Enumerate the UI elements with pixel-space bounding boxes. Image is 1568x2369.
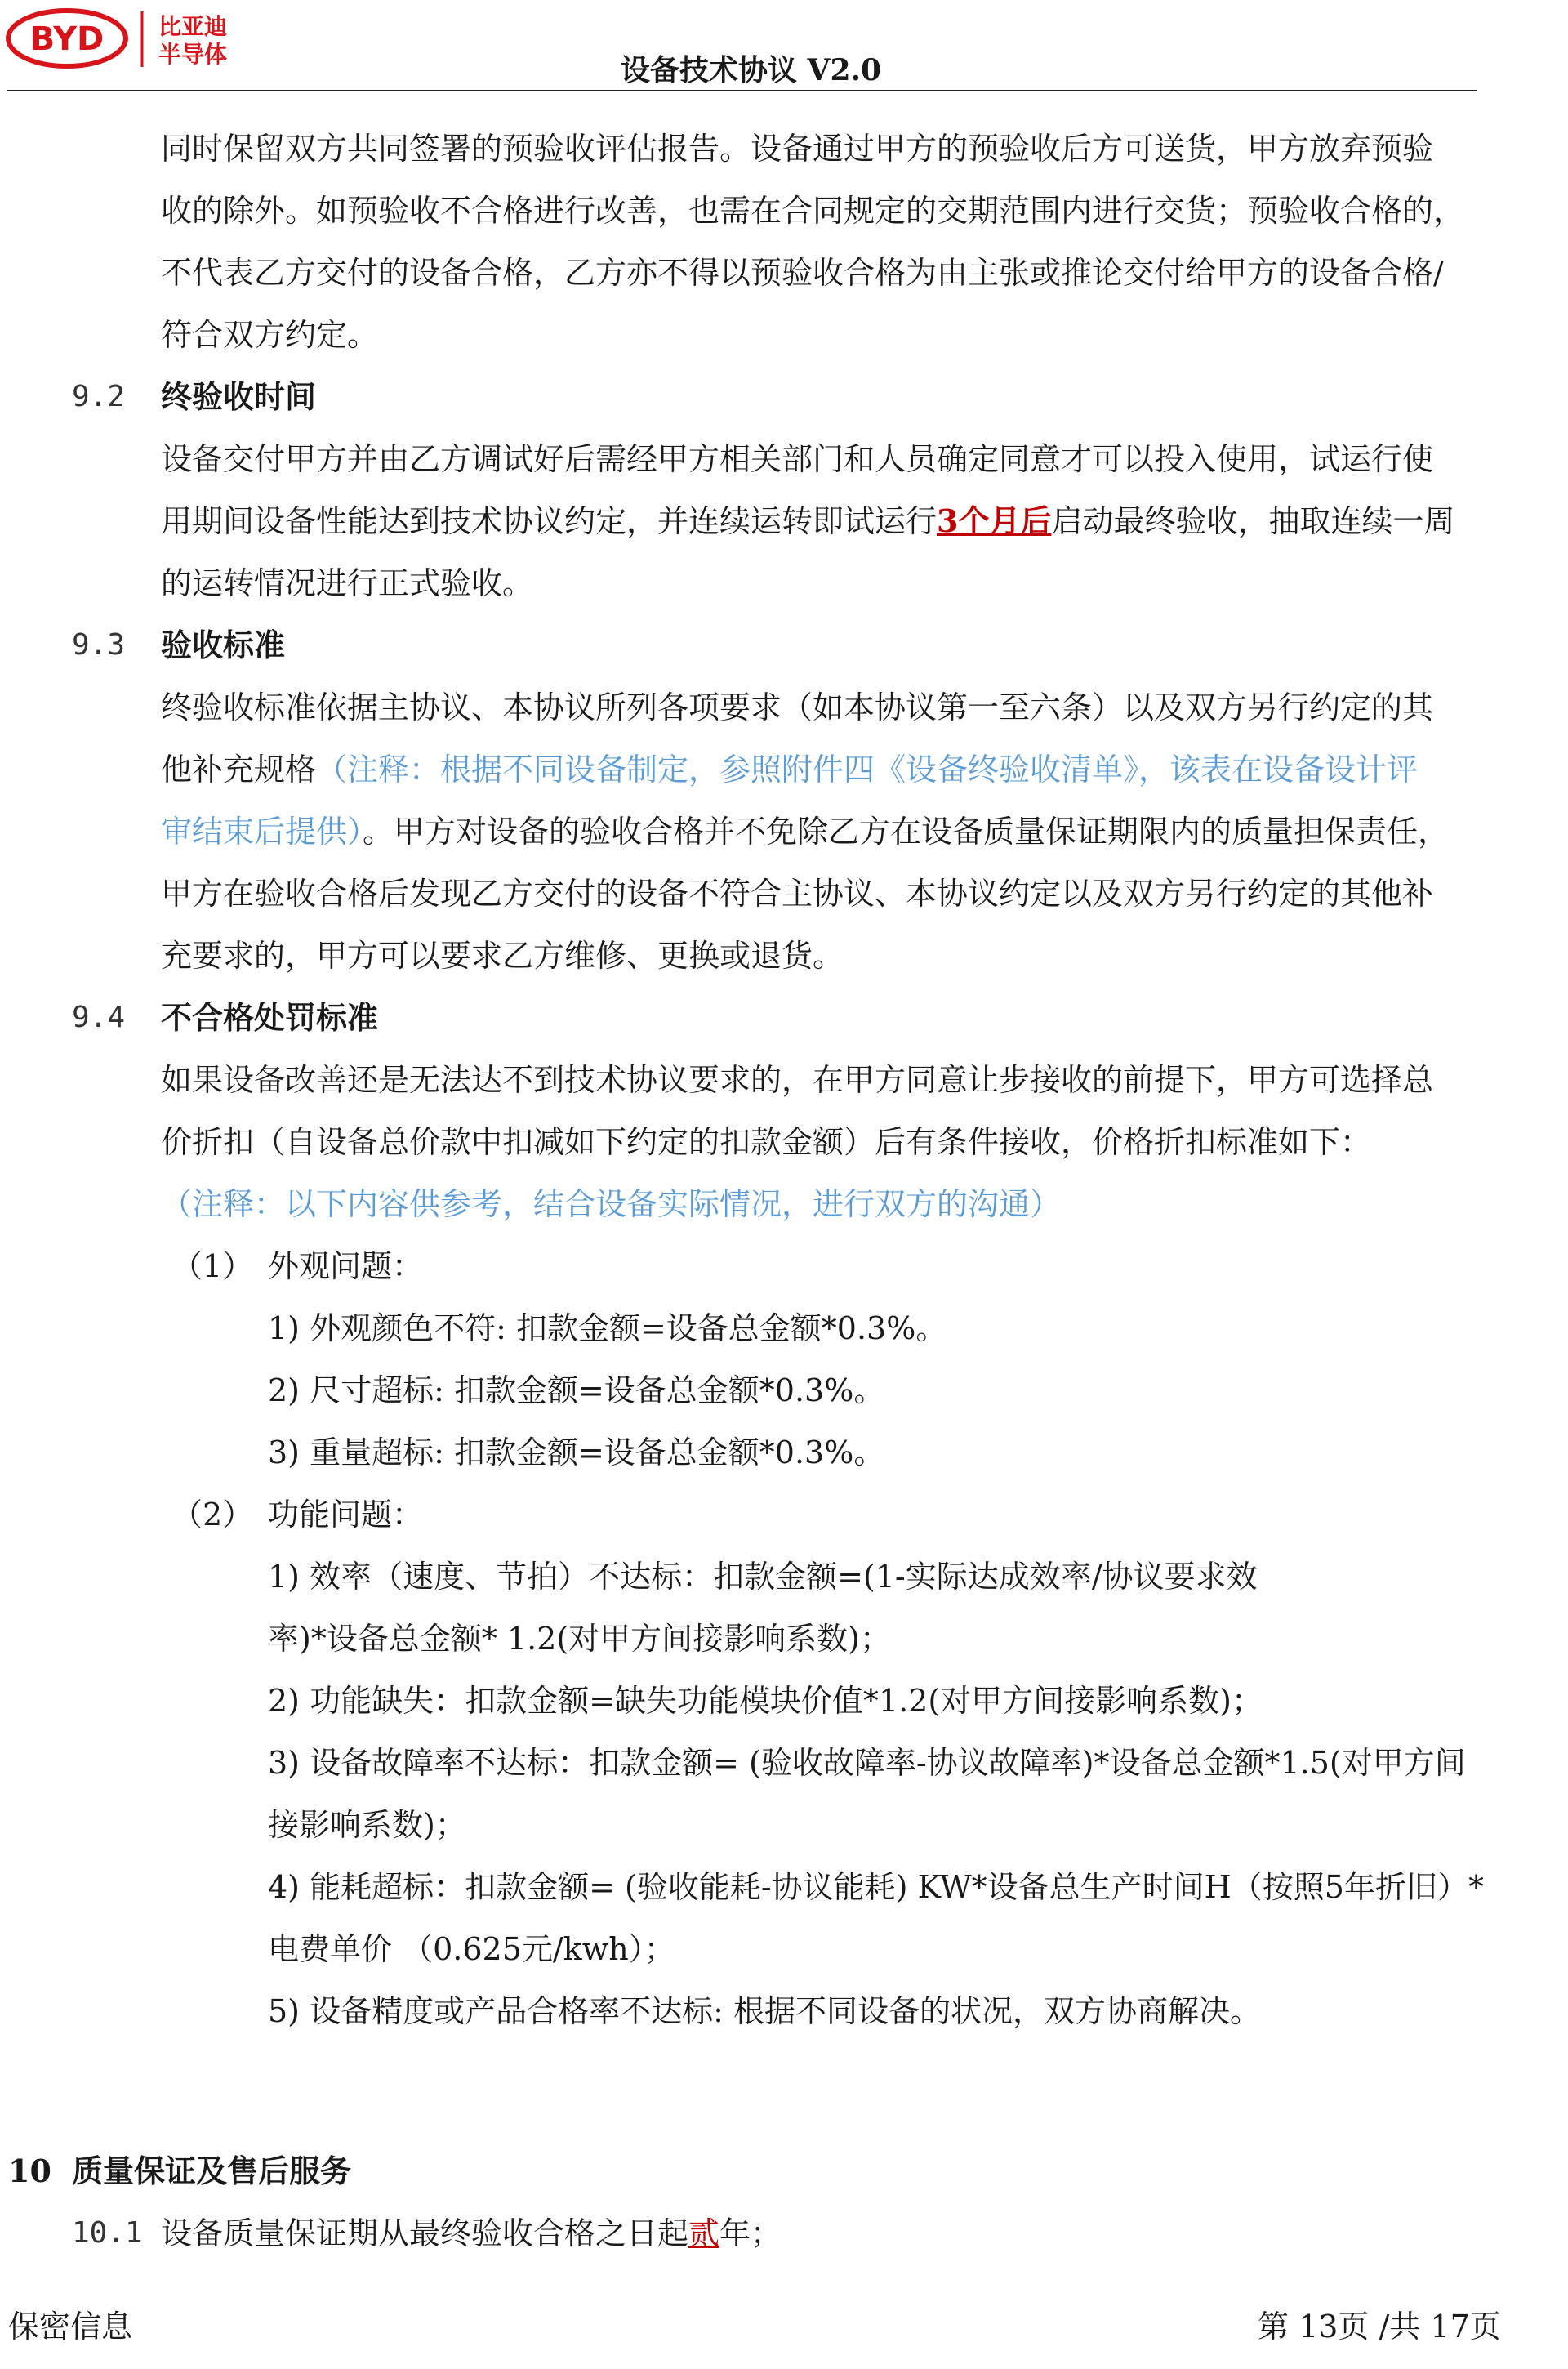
group-2-item-4-line-2: 电费单价 （0.625元/kwh）；: [268, 1931, 675, 1967]
group-1-label: （1）: [172, 1248, 254, 1284]
document-title: 设备技术协议 V2.0: [621, 53, 882, 87]
group-2-item-1-line-2: 率)*设备总金额* 1.2(对甲方间接影响系数)；: [268, 1621, 891, 1657]
s94-reference-note: （注释：以下内容供参考，结合设备实际情况，进行双方的沟通）: [161, 1186, 1062, 1222]
s93-line-3: [161, 801, 1449, 863]
s92-line-2-post: 启动最终验收，抽取连续一周: [1051, 503, 1455, 539]
intro-line-2: 收的除外。如预验收不合格进行改善，也需在合同规定的交期范围内进行交货；预验收合格的，: [161, 193, 1465, 229]
group-1-item-2: 2) 尺寸超标: 扣款金额=设备总金额*0.3%。: [268, 1372, 885, 1408]
section-10-1-text: [161, 2202, 782, 2264]
s93-line-3-post: 。甲方对设备的验收合格并不免除乙方在设备质量保证期限内的质量担保责任，: [363, 814, 1450, 850]
section-10-number: 10: [8, 2153, 51, 2189]
s93-line-1: 终验收标准依据主协议、本协议所列各项要求（如本协议第一至六条）以及双方另行约定的其: [161, 689, 1434, 725]
group-2-item-5: 5) 设备精度或产品合格率不达标: 根据不同设备的状况，双方协商解决。: [268, 1993, 1261, 2029]
section-9-3-number: 9.3: [72, 628, 126, 662]
section-10-1-number: 10.1: [72, 2216, 143, 2250]
brand-line2: 半导体: [158, 41, 228, 68]
s10-1-pre: 设备质量保证期从最终验收合格之日起: [161, 2215, 689, 2251]
group-2-item-3-line-1: 3) 设备故障率不达标：扣款金额= (验收故障率-协议故障率)*设备总金额*1.5(对甲方间: [268, 1745, 1466, 1781]
s92-line-1: 设备交付甲方并由乙方调试好后需经甲方相关部门和人员确定同意才可以投入使用，试运行使: [161, 441, 1434, 477]
s10-1-post: 年；: [719, 2215, 782, 2251]
intro-line-1: 同时保留双方共同签署的预验收评估报告。设备通过甲方的预验收后方可送货，甲方放弃预验: [161, 131, 1434, 167]
group-2-label: （2）: [172, 1497, 254, 1532]
s93-note-part-1: （注释：根据不同设备制定，参照附件四《设备终验收清单》，该表在设备设计评: [316, 752, 1419, 787]
s92-line-3: 的运转情况进行正式验收。: [161, 565, 534, 601]
section-9-2-number: 9.2: [72, 380, 126, 413]
section-9-4-title: 不合格处罚标准: [161, 1000, 379, 1036]
s92-line-2: [161, 490, 1454, 552]
logo-mark: BYD: [29, 20, 105, 58]
section-9-2-title: 终验收时间: [161, 379, 317, 415]
group-1-title: 外观问题：: [268, 1248, 424, 1284]
group-2-item-2: 2) 功能缺失：扣款金额=缺失功能模块价值*1.2(对甲方间接影响系数)；: [268, 1683, 1263, 1719]
group-1-item-1: 1) 外观颜色不符: 扣款金额=设备总金额*0.3%。: [268, 1310, 947, 1346]
s94-line-2: 价折扣（自设备总价款中扣减如下约定的扣款金额）后有条件接收，价格折扣标准如下：: [161, 1124, 1372, 1160]
group-2-item-3-line-2: 接影响系数)；: [268, 1807, 466, 1843]
group-2-item-1-line-1: 1) 效率（速度、节拍）不达标：扣款金额=(1-实际达成效率/协议要求效: [268, 1559, 1258, 1595]
s92-line-2-pre: 用期间设备性能达到技术协议约定，并连续运转即试运行: [161, 503, 938, 539]
brand-line1: 比亚迪: [158, 13, 228, 40]
trial-period-emphasis: 3个月后: [937, 502, 1052, 539]
section-9-3-title: 验收标准: [161, 627, 286, 663]
confidential-label: 保密信息: [8, 2309, 133, 2344]
s93-line-5: 充要求的，甲方可以要求乙方维修、更换或退货。: [161, 938, 844, 974]
s94-line-1: 如果设备改善还是无法达不到技术协议要求的，在甲方同意让步接收的前提下，甲方可选择总: [161, 1062, 1434, 1098]
intro-line-3: 不代表乙方交付的设备合格，乙方亦不得以预验收合格为由主张或推论交付给甲方的设备合格/: [161, 255, 1444, 291]
header-divider: [7, 90, 1477, 91]
group-2-title: 功能问题：: [268, 1497, 424, 1532]
group-2-item-4-line-1: 4) 能耗超标：扣款金额= (验收能耗-协议能耗) KW*设备总生产时间H（按照5年折旧）*: [268, 1869, 1484, 1905]
company-logo: [3, 5, 248, 72]
intro-line-4: 符合双方约定。: [161, 317, 379, 353]
s93-line-2-pre: 他补充规格: [161, 752, 317, 787]
group-1-item-3: 3) 重量超标: 扣款金额=设备总金额*0.3%。: [268, 1434, 885, 1470]
warranty-years-emphasis: 贰: [688, 2215, 720, 2251]
s93-line-4: 甲方在验收合格后发现乙方交付的设备不符合主协议、本协议约定以及双方另行约定的其他补: [161, 876, 1434, 912]
s93-note-part-2: 审结束后提供）: [161, 814, 363, 850]
section-10-title: 质量保证及售后服务: [72, 2153, 352, 2189]
s93-line-2: [161, 738, 1418, 801]
page-counter: 第 13页 /共 17页: [1258, 2309, 1501, 2344]
section-9-4-number: 9.4: [72, 1001, 126, 1034]
